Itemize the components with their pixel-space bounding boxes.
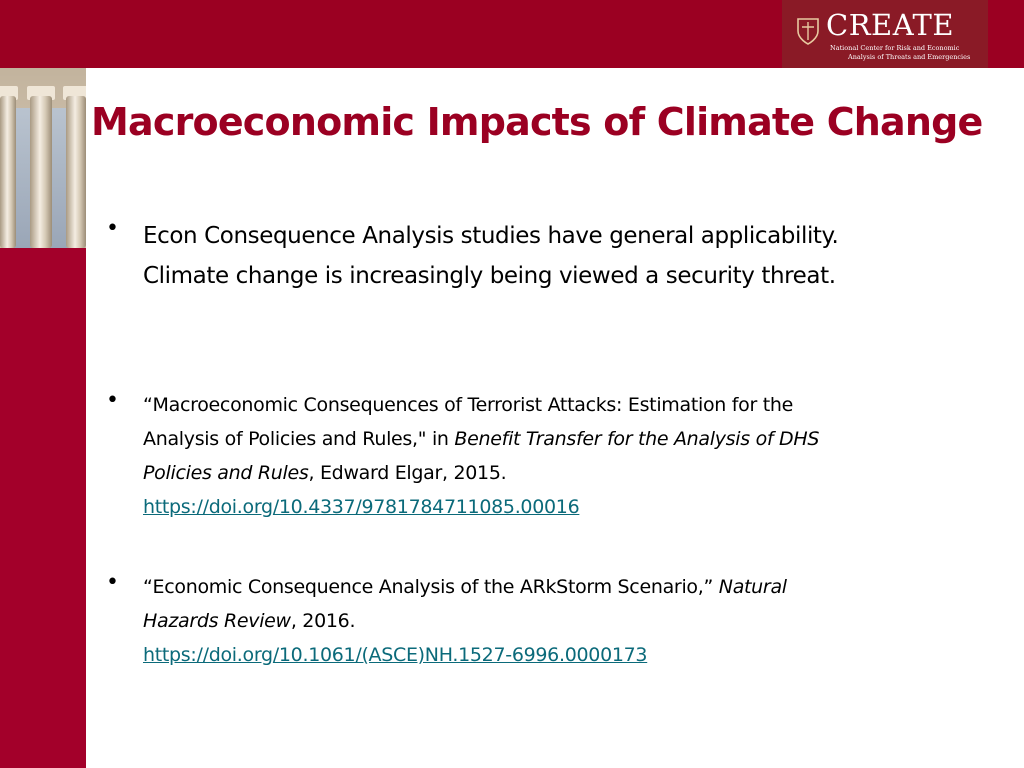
- bullet-dot-icon: •: [106, 388, 119, 413]
- bullet-dot-icon: •: [106, 570, 119, 595]
- bullet-2-line-1: “Macroeconomic Consequences of Terrorist Attacks: Estimation for the: [143, 394, 794, 416]
- bullet-1-line-1: Econ Consequence Analysis studies have general applicability.: [143, 223, 839, 249]
- logo-subtitle-line-2: Analysis of Threats and Emergencies: [848, 53, 971, 61]
- bullet-dot-icon: •: [106, 216, 119, 241]
- columns-photo: [0, 68, 86, 248]
- citation-publisher: , Edward Elgar, 2015.: [308, 462, 507, 484]
- bullet-1-text: [143, 216, 1013, 296]
- doi-link-1[interactable]: https://doi.org/10.4337/9781784711085.00016: [143, 496, 580, 518]
- bullet-2-text: [143, 388, 1003, 524]
- bullet-1-line-2: Climate change is increasingly being viewed a security threat.: [143, 263, 836, 289]
- bullet-3-line-2: [143, 604, 1003, 638]
- doi-link-2[interactable]: https://doi.org/10.1061/(ASCE)NH.1527-6996.0000173: [143, 644, 648, 666]
- citation-year: , 2016.: [290, 610, 356, 632]
- bullet-2-line-3: [143, 456, 1003, 490]
- seal-icon: [796, 16, 820, 46]
- citation-text: Analysis of Policies and Rules," in: [143, 428, 455, 450]
- logo-subtitle-line-1: National Center for Risk and Economic: [830, 44, 960, 52]
- bullet-3-text: [143, 570, 1003, 672]
- bullet-3-line-3: [143, 638, 1003, 672]
- slide-title: Macroeconomic Impacts of Climate Change: [91, 100, 983, 144]
- bullet-2-line-2: [143, 422, 1003, 456]
- citation-book-title: Benefit Transfer for the Analysis of DHS: [454, 428, 820, 450]
- citation-journal-cont: Hazards Review: [143, 610, 291, 632]
- logo-name: CREATE: [826, 8, 955, 42]
- citation-text: “Economic Consequence Analysis of the ARkStorm Scenario,”: [143, 576, 719, 598]
- bullet-3-line-1: [143, 570, 1003, 604]
- citation-book-title-cont: Policies and Rules: [143, 462, 309, 484]
- citation-journal: Natural: [718, 576, 787, 598]
- bullet-2-line-4: [143, 490, 1003, 524]
